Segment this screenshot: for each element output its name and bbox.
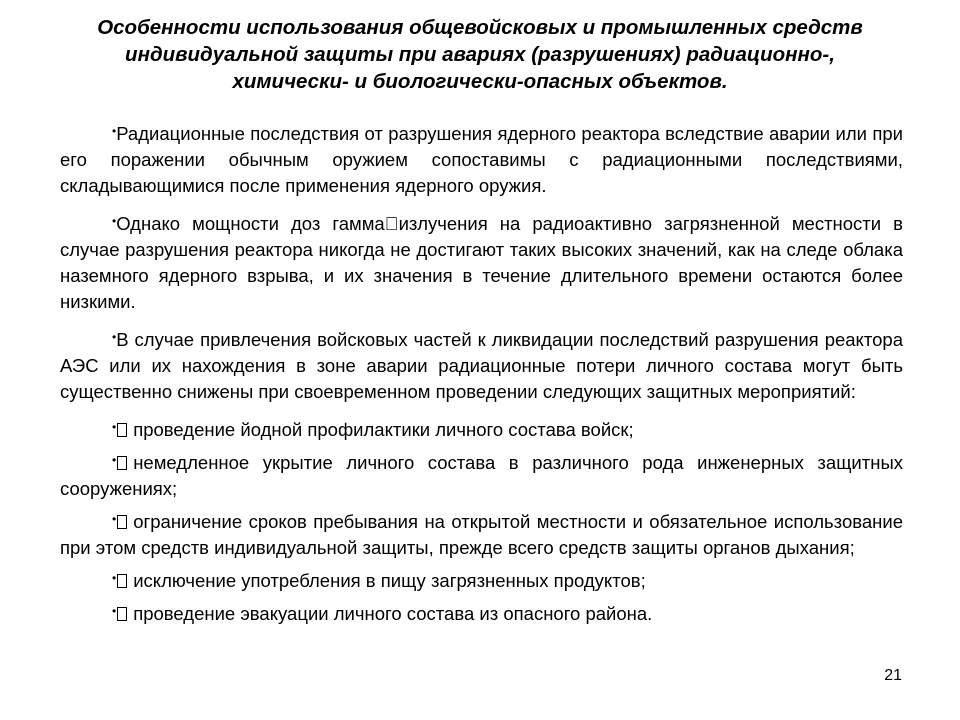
- measure-item-exposure-time: [60, 506, 903, 561]
- bullet-icon: •: [112, 124, 117, 138]
- measure-text: проведение эвакуации личного состава из опасного района.: [133, 603, 653, 624]
- paragraph-text: Радиационные последствия от разрушения ядерного реактора вследствие аварии или при его поражении обычным оружием сопоставимы с радиационными последствиями, складывающимися после применения ядерного оружия.: [60, 123, 903, 196]
- missing-glyph-icon: [117, 607, 127, 621]
- paragraph-gamma-dose: [60, 208, 903, 315]
- missing-glyph-icon: [117, 574, 127, 588]
- paragraph-radiation-consequences: [60, 118, 903, 199]
- bullet-icon: •: [112, 453, 117, 467]
- paragraph-troop-measures: [60, 324, 903, 405]
- measure-text: немедленное укрытие личного состава в различного рода инженерных защитных сооружениях;: [60, 452, 903, 499]
- measure-item-iodine: [60, 414, 903, 443]
- bullet-icon: •: [112, 330, 117, 344]
- missing-glyph-icon: [117, 515, 127, 529]
- measure-text: исключение употребления в пищу загрязненных продуктов;: [133, 570, 646, 591]
- bullet-icon: •: [112, 420, 117, 434]
- bullet-icon: •: [112, 571, 117, 585]
- bullet-icon: •: [112, 214, 117, 228]
- measure-item-shelter: [60, 447, 903, 502]
- measure-text: проведение йодной профилактики личного состава войск;: [133, 419, 634, 440]
- measure-item-food: [60, 565, 903, 594]
- missing-glyph-icon: [117, 456, 127, 470]
- paragraph-text: Однако мощности доз гамма излучения на радиоактивно загрязненной местности в случае разрушения реактора никогда не достигают таких высоких значений, как на следе облака наземного ядерного взрыва, и их значения в течение длительного времени остаются более низкими.: [60, 213, 903, 312]
- measure-text: ограничение сроков пребывания на открытой местности и обязательное использование при этом средств индивидуальной защиты, прежде всего средств защиты органов дыхания;: [60, 511, 903, 558]
- bullet-icon: •: [112, 512, 117, 526]
- slide-title: Особенности использования общевойсковых и промышленных средств индивидуальной защиты при авариях (разрушениях) радиационно-, химически- и биологически-опасных объектов.: [97, 16, 863, 93]
- measure-item-evacuation: [60, 598, 903, 627]
- bullet-icon: •: [112, 604, 117, 618]
- missing-glyph-icon: [117, 423, 127, 437]
- paragraph-text: В случае привлечения войсковых частей к ликвидации последствий разрушения реактора АЭС или их нахождения в зоне аварии радиационные потери личного состава могут быть существенно снижены при своевременном проведении следующих защитных мероприятий:: [60, 329, 903, 402]
- slide-body: [60, 118, 903, 631]
- page-number: 21: [884, 667, 902, 684]
